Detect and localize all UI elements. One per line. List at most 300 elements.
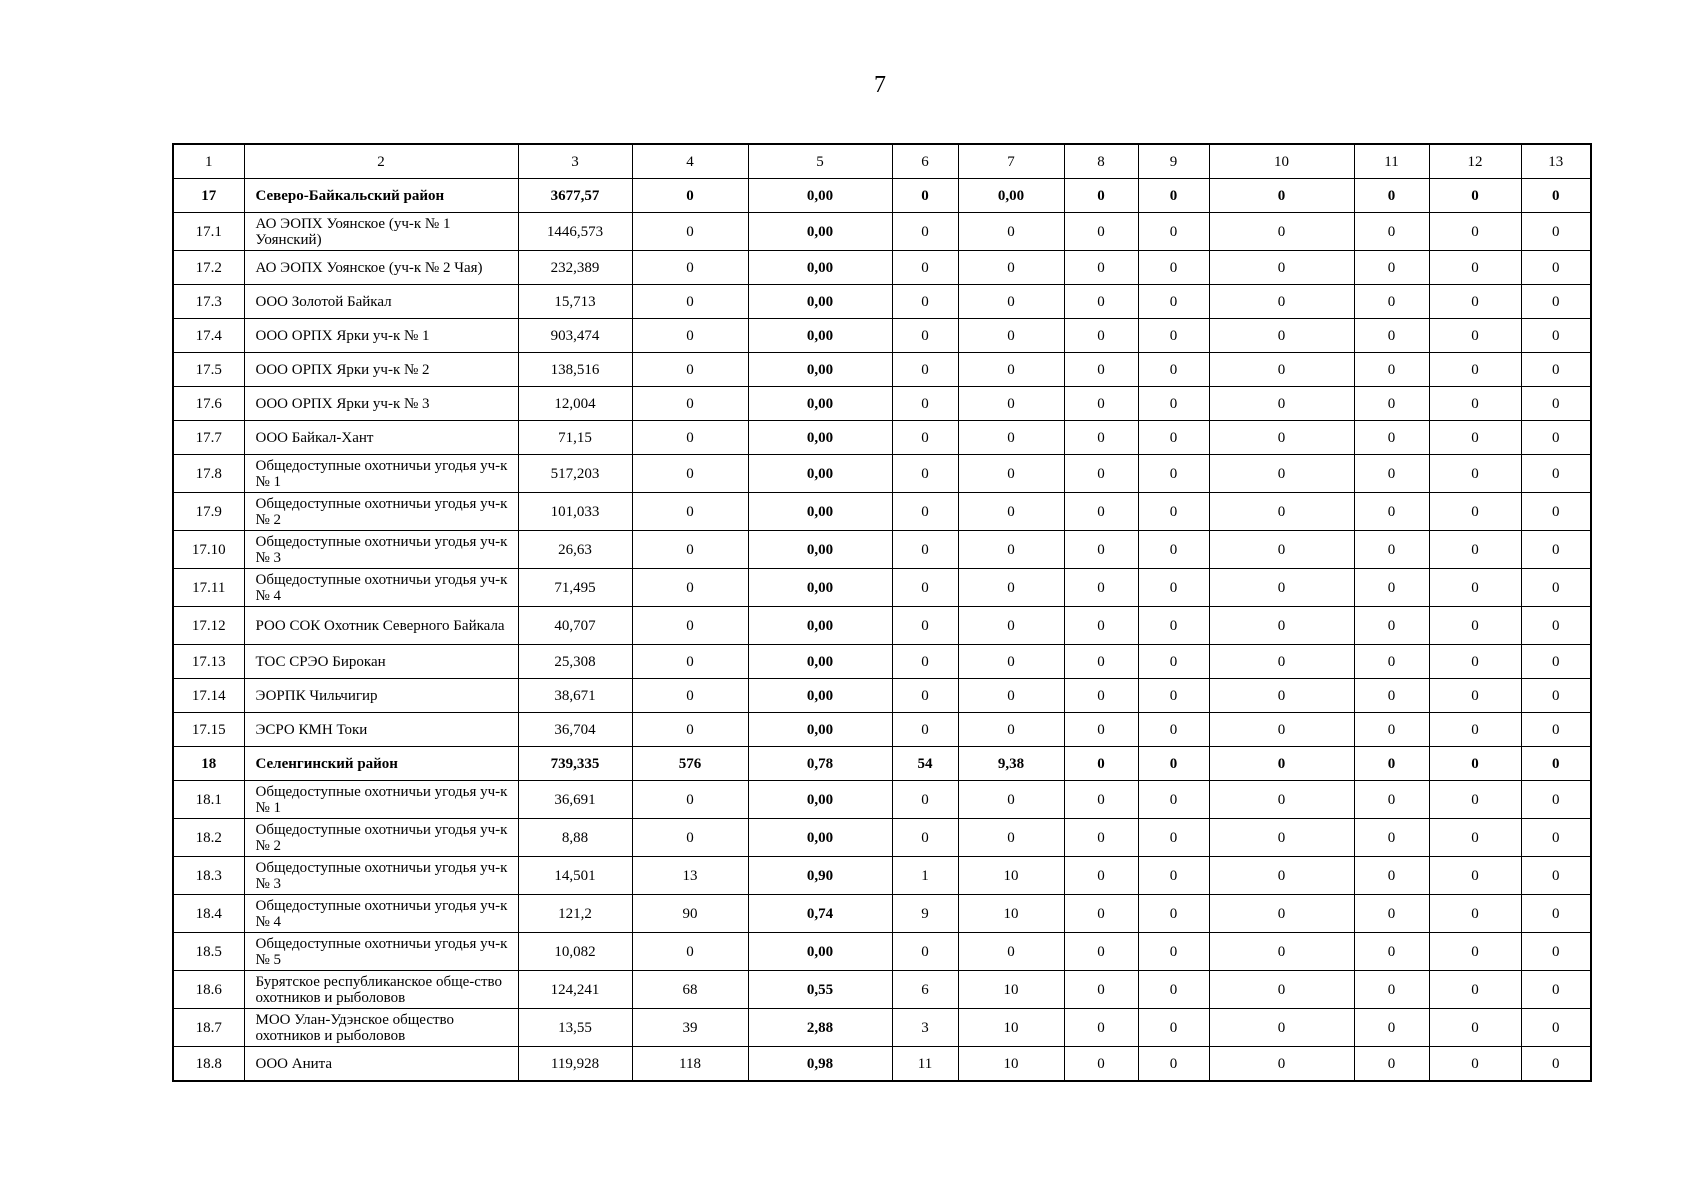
ratio-cell: 0,00 [748,421,892,455]
value-cell: 0 [1429,251,1521,285]
table-row [173,421,1591,455]
name-cell: ООО Байкал-Хант [244,421,518,455]
row-number-cell: 18.8 [173,1047,244,1082]
value-cell: 0 [892,251,958,285]
row-number-cell: 17.14 [173,679,244,713]
value-cell: 0 [1429,569,1521,607]
value-cell: 0 [632,819,748,857]
area-cell: 71,15 [518,421,632,455]
column-header: 10 [1209,144,1354,179]
value-cell: 0 [632,679,748,713]
district-row [173,179,1591,213]
row-number-cell: 18.3 [173,857,244,895]
value-cell: 0 [1064,569,1138,607]
value-cell: 0 [1354,857,1429,895]
value-cell: 0 [1429,747,1521,781]
area-cell: 36,704 [518,713,632,747]
value-cell: 0 [1064,285,1138,319]
value-cell: 13 [632,857,748,895]
value-cell: 0 [1209,569,1354,607]
value-cell: 0 [632,493,748,531]
value-cell: 0 [1209,455,1354,493]
data-table [172,143,1592,1082]
value-cell: 0 [1209,971,1354,1009]
value-cell: 0 [1354,1009,1429,1047]
value-cell: 0 [1429,1047,1521,1082]
value-cell: 0 [892,645,958,679]
value-cell: 0 [1354,679,1429,713]
value-cell: 0 [1429,353,1521,387]
ratio-cell: 0,00 [748,455,892,493]
row-number-cell: 17.13 [173,645,244,679]
value-cell: 0 [1354,493,1429,531]
value-cell: 0 [958,679,1064,713]
row-number-cell: 17.1 [173,213,244,251]
name-cell: Общедоступные охотничьи угодья уч-к № 5 [244,933,518,971]
row-number-cell: 17.2 [173,251,244,285]
area-cell: 3677,57 [518,179,632,213]
name-cell: Селенгинский район [244,747,518,781]
ratio-cell: 0,00 [748,781,892,819]
value-cell: 0 [892,285,958,319]
row-number-cell: 17.4 [173,319,244,353]
table-row [173,387,1591,421]
value-cell: 0,00 [958,179,1064,213]
value-cell: 0 [958,251,1064,285]
table-row [173,455,1591,493]
value-cell: 0 [958,569,1064,607]
value-cell: 0 [632,285,748,319]
row-number-cell: 17.9 [173,493,244,531]
row-number-cell: 18 [173,747,244,781]
value-cell: 0 [1354,819,1429,857]
value-cell: 0 [1138,421,1209,455]
value-cell: 0 [632,421,748,455]
table-row [173,971,1591,1009]
value-cell: 0 [1429,387,1521,421]
value-cell: 10 [958,857,1064,895]
value-cell: 0 [958,933,1064,971]
row-number-cell: 18.5 [173,933,244,971]
area-cell: 26,63 [518,531,632,569]
value-cell: 90 [632,895,748,933]
column-header: 12 [1429,144,1521,179]
value-cell: 0 [1521,971,1591,1009]
ratio-cell: 0,00 [748,607,892,645]
value-cell: 0 [1064,421,1138,455]
value-cell: 0 [1138,1009,1209,1047]
value-cell: 0 [1209,713,1354,747]
column-header: 2 [244,144,518,179]
value-cell: 0 [1354,353,1429,387]
value-cell: 0 [892,493,958,531]
value-cell: 0 [1138,645,1209,679]
value-cell: 0 [1354,387,1429,421]
row-number-cell: 17.12 [173,607,244,645]
value-cell: 0 [1064,857,1138,895]
table-body [173,144,1591,1081]
value-cell: 0 [1209,781,1354,819]
area-cell: 101,033 [518,493,632,531]
row-number-cell: 18.1 [173,781,244,819]
value-cell: 0 [632,353,748,387]
value-cell: 0 [1521,531,1591,569]
value-cell: 0 [892,569,958,607]
area-cell: 138,516 [518,353,632,387]
value-cell: 0 [1354,1047,1429,1082]
value-cell: 0 [1521,1047,1591,1082]
value-cell: 0 [1138,387,1209,421]
value-cell: 0 [892,421,958,455]
value-cell: 0 [1521,455,1591,493]
ratio-cell: 2,88 [748,1009,892,1047]
ratio-cell: 0,00 [748,819,892,857]
table-row [173,213,1591,251]
value-cell: 0 [1521,645,1591,679]
name-cell: ООО Золотой Байкал [244,285,518,319]
table-row [173,607,1591,645]
table-row [173,493,1591,531]
value-cell: 0 [1064,179,1138,213]
name-cell: Общедоступные охотничьи угодья уч-к № 3 [244,531,518,569]
value-cell: 0 [1521,353,1591,387]
value-cell: 0 [892,679,958,713]
value-cell: 0 [1064,781,1138,819]
ratio-cell: 0,00 [748,285,892,319]
row-number-cell: 17.10 [173,531,244,569]
district-row [173,747,1591,781]
value-cell: 0 [632,933,748,971]
value-cell: 0 [1209,895,1354,933]
value-cell: 0 [1354,713,1429,747]
value-cell: 0 [1429,933,1521,971]
column-header: 8 [1064,144,1138,179]
value-cell: 0 [1429,531,1521,569]
value-cell: 0 [1521,251,1591,285]
ratio-cell: 0,00 [748,179,892,213]
value-cell: 0 [1521,213,1591,251]
value-cell: 0 [1138,679,1209,713]
value-cell: 0 [1064,455,1138,493]
value-cell: 0 [1209,1009,1354,1047]
value-cell: 0 [1354,285,1429,319]
value-cell: 0 [1138,895,1209,933]
value-cell: 0 [1064,1047,1138,1082]
value-cell: 0 [1138,857,1209,895]
column-header: 9 [1138,144,1209,179]
name-cell: Бурятское республиканское обще-ство охотников и рыболовов [244,971,518,1009]
column-header: 11 [1354,144,1429,179]
name-cell: ЭСРО КМН Токи [244,713,518,747]
value-cell: 0 [1064,319,1138,353]
value-cell: 0 [892,607,958,645]
header-row [173,144,1591,179]
value-cell: 54 [892,747,958,781]
value-cell: 0 [1521,781,1591,819]
value-cell: 0 [1354,569,1429,607]
value-cell: 0 [1209,819,1354,857]
ratio-cell: 0,00 [748,679,892,713]
value-cell: 0 [1064,895,1138,933]
ratio-cell: 0,98 [748,1047,892,1082]
name-cell: Общедоступные охотничьи угодья уч-к № 1 [244,781,518,819]
value-cell: 0 [1429,713,1521,747]
table-row [173,933,1591,971]
value-cell: 0 [958,421,1064,455]
table-row [173,819,1591,857]
value-cell: 0 [1138,455,1209,493]
ratio-cell: 0,00 [748,251,892,285]
name-cell: Общедоступные охотничьи угодья уч-к № 2 [244,819,518,857]
value-cell: 576 [632,747,748,781]
ratio-cell: 0,78 [748,747,892,781]
column-header: 3 [518,144,632,179]
value-cell: 0 [1429,1009,1521,1047]
value-cell: 0 [1064,493,1138,531]
value-cell: 0 [1209,251,1354,285]
value-cell: 0 [1521,387,1591,421]
value-cell: 0 [1209,319,1354,353]
area-cell: 119,928 [518,1047,632,1082]
area-cell: 903,474 [518,319,632,353]
value-cell: 0 [958,285,1064,319]
name-cell: ЭОРПК Чильчигир [244,679,518,713]
ratio-cell: 0,00 [748,531,892,569]
value-cell: 0 [958,353,1064,387]
value-cell: 0 [1138,971,1209,1009]
name-cell: АО ЭОПХ Уоянское (уч-к № 2 Чая) [244,251,518,285]
value-cell: 0 [632,319,748,353]
value-cell: 6 [892,971,958,1009]
row-number-cell: 17 [173,179,244,213]
value-cell: 0 [1209,353,1354,387]
row-number-cell: 17.7 [173,421,244,455]
value-cell: 39 [632,1009,748,1047]
value-cell: 0 [1138,531,1209,569]
table-row [173,319,1591,353]
column-header: 1 [173,144,244,179]
value-cell: 10 [958,1047,1064,1082]
value-cell: 0 [1138,713,1209,747]
column-header: 5 [748,144,892,179]
ratio-cell: 0,00 [748,213,892,251]
value-cell: 0 [1429,819,1521,857]
area-cell: 232,389 [518,251,632,285]
table-row [173,713,1591,747]
table-row [173,1009,1591,1047]
value-cell: 0 [1354,747,1429,781]
area-cell: 36,691 [518,781,632,819]
value-cell: 0 [892,319,958,353]
value-cell: 0 [958,819,1064,857]
table-row [173,285,1591,319]
value-cell: 0 [1429,645,1521,679]
table-row [173,1047,1591,1082]
value-cell: 0 [1064,251,1138,285]
value-cell: 0 [1064,607,1138,645]
ratio-cell: 0,00 [748,569,892,607]
value-cell: 0 [1064,213,1138,251]
value-cell: 0 [1138,1047,1209,1082]
value-cell: 0 [1209,531,1354,569]
table-row [173,353,1591,387]
column-header: 6 [892,144,958,179]
ratio-cell: 0,00 [748,933,892,971]
value-cell: 0 [1138,569,1209,607]
value-cell: 0 [958,531,1064,569]
value-cell: 0 [1138,747,1209,781]
name-cell: Общедоступные охотничьи угодья уч-к № 3 [244,857,518,895]
row-number-cell: 17.8 [173,455,244,493]
value-cell: 0 [1429,285,1521,319]
area-cell: 8,88 [518,819,632,857]
value-cell: 0 [632,251,748,285]
table-row [173,251,1591,285]
row-number-cell: 18.4 [173,895,244,933]
row-number-cell: 17.5 [173,353,244,387]
value-cell: 0 [1354,781,1429,819]
value-cell: 0 [1138,285,1209,319]
value-cell: 0 [892,455,958,493]
value-cell: 0 [1429,895,1521,933]
ratio-cell: 0,90 [748,857,892,895]
value-cell: 0 [1138,607,1209,645]
value-cell: 0 [892,531,958,569]
value-cell: 0 [1521,319,1591,353]
area-cell: 13,55 [518,1009,632,1047]
value-cell: 0 [1064,679,1138,713]
value-cell: 0 [1064,645,1138,679]
value-cell: 0 [1354,421,1429,455]
value-cell: 0 [1354,607,1429,645]
area-cell: 739,335 [518,747,632,781]
value-cell: 0 [1064,387,1138,421]
table-row [173,857,1591,895]
row-number-cell: 17.15 [173,713,244,747]
value-cell: 0 [1209,679,1354,713]
area-cell: 517,203 [518,455,632,493]
value-cell: 0 [958,607,1064,645]
row-number-cell: 18.7 [173,1009,244,1047]
value-cell: 0 [1138,251,1209,285]
row-number-cell: 17.3 [173,285,244,319]
value-cell: 0 [632,213,748,251]
value-cell: 11 [892,1047,958,1082]
value-cell: 0 [1354,179,1429,213]
area-cell: 71,495 [518,569,632,607]
value-cell: 0 [1354,455,1429,493]
value-cell: 0 [1354,895,1429,933]
value-cell: 0 [632,607,748,645]
value-cell: 0 [1209,285,1354,319]
value-cell: 0 [632,645,748,679]
row-number-cell: 17.6 [173,387,244,421]
value-cell: 0 [1521,747,1591,781]
value-cell: 0 [1429,679,1521,713]
value-cell: 0 [1209,607,1354,645]
table-row [173,569,1591,607]
value-cell: 0 [1209,387,1354,421]
table-row [173,781,1591,819]
table-row [173,531,1591,569]
value-cell: 0 [1521,679,1591,713]
value-cell: 0 [1209,747,1354,781]
value-cell: 0 [1354,531,1429,569]
value-cell: 0 [1521,493,1591,531]
ratio-cell: 0,00 [748,319,892,353]
name-cell: ООО ОРПХ Ярки уч-к № 3 [244,387,518,421]
value-cell: 0 [892,781,958,819]
value-cell: 9,38 [958,747,1064,781]
value-cell: 0 [1064,971,1138,1009]
area-cell: 38,671 [518,679,632,713]
value-cell: 0 [1429,421,1521,455]
value-cell: 0 [1429,493,1521,531]
value-cell: 10 [958,1009,1064,1047]
value-cell: 0 [892,213,958,251]
ratio-cell: 0,74 [748,895,892,933]
ratio-cell: 0,55 [748,971,892,1009]
value-cell: 0 [1138,353,1209,387]
value-cell: 0 [958,493,1064,531]
value-cell: 0 [1354,971,1429,1009]
name-cell: Общедоступные охотничьи угодья уч-к № 2 [244,493,518,531]
value-cell: 0 [1354,319,1429,353]
value-cell: 0 [1429,781,1521,819]
value-cell: 0 [1138,933,1209,971]
value-cell: 0 [1429,319,1521,353]
value-cell: 0 [1138,179,1209,213]
value-cell: 0 [958,713,1064,747]
value-cell: 0 [1521,713,1591,747]
table-row [173,679,1591,713]
area-cell: 40,707 [518,607,632,645]
name-cell: АО ЭОПХ Уоянское (уч-к № 1 Уоянский) [244,213,518,251]
value-cell: 68 [632,971,748,1009]
value-cell: 0 [892,179,958,213]
value-cell: 9 [892,895,958,933]
value-cell: 0 [1064,1009,1138,1047]
value-cell: 0 [1521,1009,1591,1047]
value-cell: 0 [632,713,748,747]
table-row [173,645,1591,679]
value-cell: 0 [1354,251,1429,285]
value-cell: 0 [1521,179,1591,213]
ratio-cell: 0,00 [748,493,892,531]
value-cell: 0 [1521,857,1591,895]
value-cell: 0 [1064,747,1138,781]
value-cell: 0 [1209,857,1354,895]
value-cell: 0 [1209,493,1354,531]
value-cell: 0 [1064,353,1138,387]
value-cell: 0 [892,353,958,387]
value-cell: 0 [958,319,1064,353]
value-cell: 0 [892,933,958,971]
value-cell: 0 [958,645,1064,679]
value-cell: 0 [1521,607,1591,645]
page-number: 7 [874,72,886,98]
column-header: 4 [632,144,748,179]
ratio-cell: 0,00 [748,713,892,747]
ratio-cell: 0,00 [748,387,892,421]
value-cell: 0 [1429,455,1521,493]
value-cell: 0 [1064,713,1138,747]
value-cell: 0 [1209,213,1354,251]
value-cell: 0 [1521,895,1591,933]
value-cell: 0 [1429,971,1521,1009]
row-number-cell: 17.11 [173,569,244,607]
name-cell: РОО СОК Охотник Северного Байкала [244,607,518,645]
